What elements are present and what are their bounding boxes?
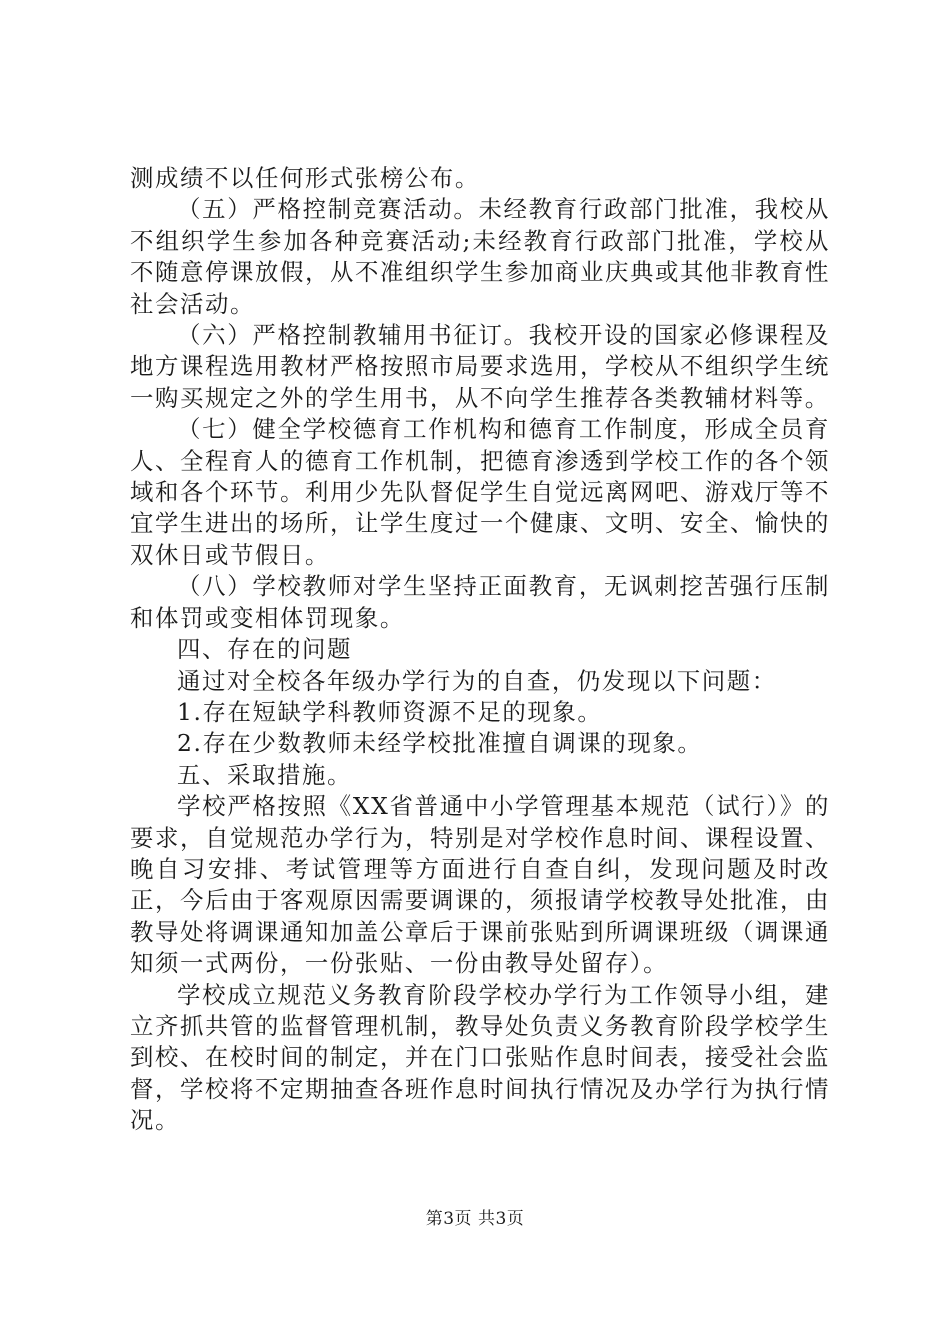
paragraph: 测成绩不以任何形式张榜公布。 xyxy=(130,164,480,192)
document-body xyxy=(130,163,830,1137)
paragraph: 2.存在少数教师未经学校批准擅自调课的现象。 xyxy=(177,729,703,758)
paragraph: 1.存在短缺学科教师资源不足的现象。 xyxy=(177,697,603,726)
paragraph: （八）学校教师对学生坚持正面教育，无讽刺挖苦强行压制和体罚或变相体罚现象。 xyxy=(130,572,830,632)
paragraph: 学校成立规范义务教育阶段学校办学行为工作领导小组，建立齐抓共管的监督管理机制，教导处负责义务教育阶段学校学生到校、在校时间的制定，并在门口张贴作息时间表，接受社会监督，学校将不定期抽查各班作息时间执行情况及办学行为执行情况。 xyxy=(130,980,830,1135)
page-footer: 第3页 共3页 xyxy=(425,1209,525,1229)
paragraph: （六）严格控制教辅用书征订。我校开设的国家必修课程及地方课程选用教材严格按照市局要求选用，学校从不组织学生统一购买规定之外的学生用书，从不向学生推荐各类教辅材料等。 xyxy=(130,321,830,412)
paragraph: 四、存在的问题 xyxy=(177,635,352,664)
paragraph: （五）严格控制竞赛活动。未经教育行政部门批准，我校从不组织学生参加各种竞赛活动;未经教育行政部门批准，学校从不随意停课放假，从不准组织学生参加商业庆典或其他非教育性社会活动。 xyxy=(130,195,830,318)
paragraph: 通过对全校各年级办学行为的自查，仍发现以下问题： xyxy=(177,666,777,695)
paragraph: （七）健全学校德育工作机构和德育工作制度，形成全员育人、全程育人的德育工作机制，把德育渗透到学校工作的各个领域和各个环节。利用少先队督促学生自觉远离网吧、游戏厅等不宜学生进出的场所，让学生度过一个健康、文明、安全、愉快的双休日或节假日。 xyxy=(130,415,830,569)
paragraph: 五、采取措施。 xyxy=(177,760,352,789)
paragraph: 学校严格按照《XX省普通中小学管理基本规范（试行）》的要求，自觉规范办学行为，特别是对学校作息时间、课程设置、晚自习安排、考试管理等方面进行自查自纠，发现问题及时改正，今后由于客观原因需要调课的，须报请学校教导处批准，由教导处将调课通知加盖公章后于课前张贴到所调课班级（调课通知须一式两份，一份张贴、一份由教导处留存）。 xyxy=(130,792,830,978)
